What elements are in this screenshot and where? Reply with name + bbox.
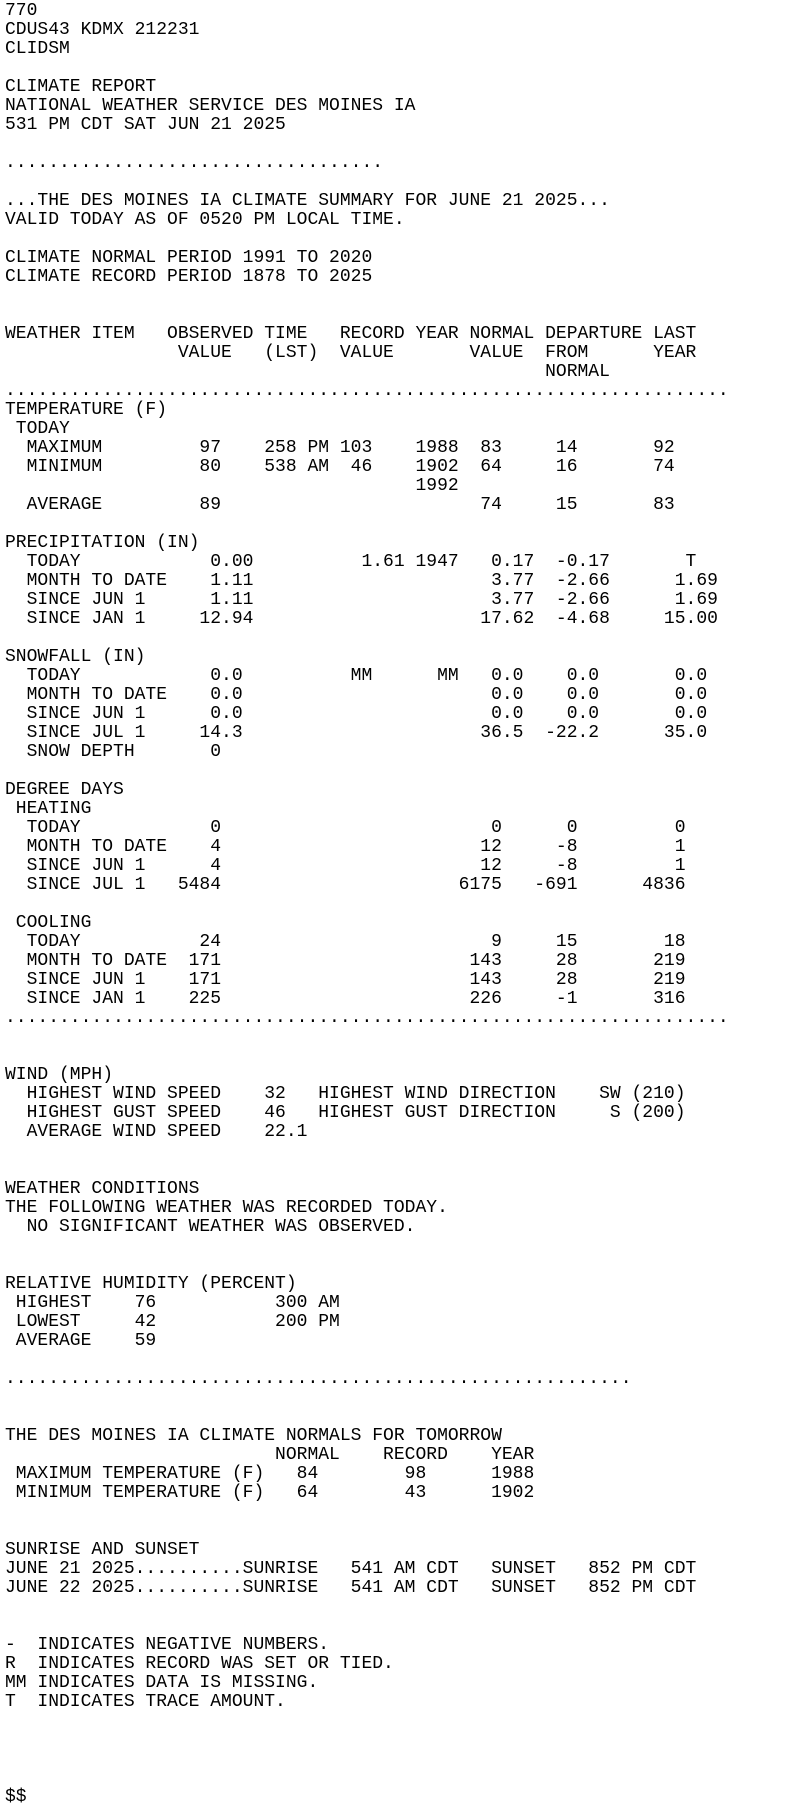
report-line: SINCE JUN 1 1.11 3.77 -2.66 1.69 <box>5 590 718 610</box>
report-line: MAXIMUM 97 258 PM 103 1988 83 14 92 <box>5 438 675 458</box>
report-line: MINIMUM TEMPERATURE (F) 64 43 1902 <box>5 1483 535 1503</box>
report-line: TODAY <box>5 419 70 439</box>
report-line: .......................................................... <box>5 1369 632 1389</box>
report-line: COOLING <box>5 913 92 933</box>
report-line <box>5 1503 810 1522</box>
report-line <box>5 1731 810 1750</box>
report-line: TEMPERATURE (F) <box>5 400 168 420</box>
report-line: WIND (MPH) <box>5 1065 114 1085</box>
report-line: CLIMATE NORMAL PERIOD 1991 TO 2020 <box>5 248 373 268</box>
report-line: TODAY 0 0 0 0 <box>5 818 686 838</box>
report-line: HIGHEST 76 300 AM <box>5 1293 340 1313</box>
report-line: SINCE JUL 1 5484 6175 -691 4836 <box>5 875 686 895</box>
report-line <box>5 1769 810 1788</box>
report-line <box>5 230 810 249</box>
report-line: MAXIMUM TEMPERATURE (F) 84 98 1988 <box>5 1464 535 1484</box>
report-line: TODAY 24 9 15 18 <box>5 932 686 952</box>
report-line <box>5 1142 810 1161</box>
report-line <box>5 1408 810 1427</box>
report-line: WEATHER CONDITIONS <box>5 1179 200 1199</box>
report-line <box>5 1161 810 1180</box>
report-line: MONTH TO DATE 0.0 0.0 0.0 0.0 <box>5 685 708 705</box>
report-line <box>5 762 810 781</box>
report-line: ...THE DES MOINES IA CLIMATE SUMMARY FOR JUNE 21 2025... <box>5 191 610 211</box>
report-line: WEATHER ITEM OBSERVED TIME RECORD YEAR NORMAL DEPARTURE LAST <box>5 324 697 344</box>
report-line: HIGHEST GUST SPEED 46 HIGHEST GUST DIRECTION S (200) <box>5 1103 686 1123</box>
report-line: MONTH TO DATE 171 143 28 219 <box>5 951 686 971</box>
report-line <box>5 1351 810 1370</box>
report-line: DEGREE DAYS <box>5 780 124 800</box>
report-line: AVERAGE WIND SPEED 22.1 <box>5 1122 308 1142</box>
report-line: SUNRISE AND SUNSET <box>5 1540 200 1560</box>
report-line: SINCE JUL 1 14.3 36.5 -22.2 35.0 <box>5 723 708 743</box>
report-line: 1992 <box>5 476 459 496</box>
report-line <box>5 895 810 914</box>
report-line: HEATING <box>5 799 92 819</box>
report-line <box>5 629 810 648</box>
report-line: TODAY 0.0 MM MM 0.0 0.0 0.0 <box>5 666 708 686</box>
report-line: $$ <box>5 1787 27 1807</box>
report-line: ................................... <box>5 153 384 173</box>
report-line: JUNE 22 2025..........SUNRISE 541 AM CDT SUNSET 852 PM CDT <box>5 1578 697 1598</box>
report-line: MINIMUM 80 538 AM 46 1902 64 16 74 <box>5 457 675 477</box>
report-line: CLIMATE REPORT <box>5 77 157 97</box>
report-line <box>5 1047 810 1066</box>
report-line <box>5 1028 810 1047</box>
report-line: SNOWFALL (IN) <box>5 647 146 667</box>
report-line: THE FOLLOWING WEATHER WAS RECORDED TODAY. <box>5 1198 448 1218</box>
report-line: CLIMATE RECORD PERIOD 1878 TO 2025 <box>5 267 373 287</box>
report-line: NORMAL <box>5 362 610 382</box>
report-line: R INDICATES RECORD WAS SET OR TIED. <box>5 1654 394 1674</box>
report-line: CDUS43 KDMX 212231 <box>5 20 200 40</box>
report-line: LOWEST 42 200 PM <box>5 1312 340 1332</box>
report-line: MONTH TO DATE 4 12 -8 1 <box>5 837 686 857</box>
report-line <box>5 59 810 78</box>
report-line: 770 <box>5 1 38 21</box>
report-line: - INDICATES NEGATIVE NUMBERS. <box>5 1635 330 1655</box>
report-line: MONTH TO DATE 1.11 3.77 -2.66 1.69 <box>5 571 718 591</box>
report-line <box>5 1389 810 1408</box>
report-line: NORMAL RECORD YEAR <box>5 1445 535 1465</box>
report-line <box>5 1712 810 1731</box>
report-line <box>5 173 810 192</box>
report-line: 531 PM CDT SAT JUN 21 2025 <box>5 115 286 135</box>
report-line <box>5 1237 810 1256</box>
report-line: SINCE JUN 1 0.0 0.0 0.0 0.0 <box>5 704 708 724</box>
report-line: HIGHEST WIND SPEED 32 HIGHEST WIND DIRECTION SW (210) <box>5 1084 686 1104</box>
report-line <box>5 306 810 325</box>
report-line: SINCE JAN 1 12.94 17.62 -4.68 15.00 <box>5 609 718 629</box>
report-line: AVERAGE 89 74 15 83 <box>5 495 675 515</box>
report-line: PRECIPITATION (IN) <box>5 533 200 553</box>
report-line <box>5 287 810 306</box>
report-line <box>5 1598 810 1617</box>
report-line: AVERAGE 59 <box>5 1331 157 1351</box>
report-line: T INDICATES TRACE AMOUNT. <box>5 1692 286 1712</box>
report-line <box>5 515 810 534</box>
report-line: TODAY 0.00 1.61 1947 0.17 -0.17 T <box>5 552 697 572</box>
report-line <box>5 1256 810 1275</box>
report-line: JUNE 21 2025..........SUNRISE 541 AM CDT SUNSET 852 PM CDT <box>5 1559 697 1579</box>
report-line: ................................................................... <box>5 381 729 401</box>
report-line: THE DES MOINES IA CLIMATE NORMALS FOR TOMORROW <box>5 1426 502 1446</box>
report-line: NO SIGNIFICANT WEATHER WAS OBSERVED. <box>5 1217 416 1237</box>
report-line: VALUE (LST) VALUE VALUE FROM YEAR <box>5 343 697 363</box>
report-line: SINCE JUN 1 171 143 28 219 <box>5 970 686 990</box>
report-line: VALID TODAY AS OF 0520 PM LOCAL TIME. <box>5 210 405 230</box>
report-line <box>5 1522 810 1541</box>
report-line: CLIDSM <box>5 39 70 59</box>
report-line: MM INDICATES DATA IS MISSING. <box>5 1673 319 1693</box>
report-line: SNOW DEPTH 0 <box>5 742 222 762</box>
report-line: SINCE JAN 1 225 226 -1 316 <box>5 989 686 1009</box>
report-line <box>5 1617 810 1636</box>
report-line: NATIONAL WEATHER SERVICE DES MOINES IA <box>5 96 416 116</box>
report-line <box>5 1750 810 1769</box>
report-line: ................................................................... <box>5 1008 729 1028</box>
report-line: RELATIVE HUMIDITY (PERCENT) <box>5 1274 297 1294</box>
report-line <box>5 135 810 154</box>
report-line: SINCE JUN 1 4 12 -8 1 <box>5 856 686 876</box>
